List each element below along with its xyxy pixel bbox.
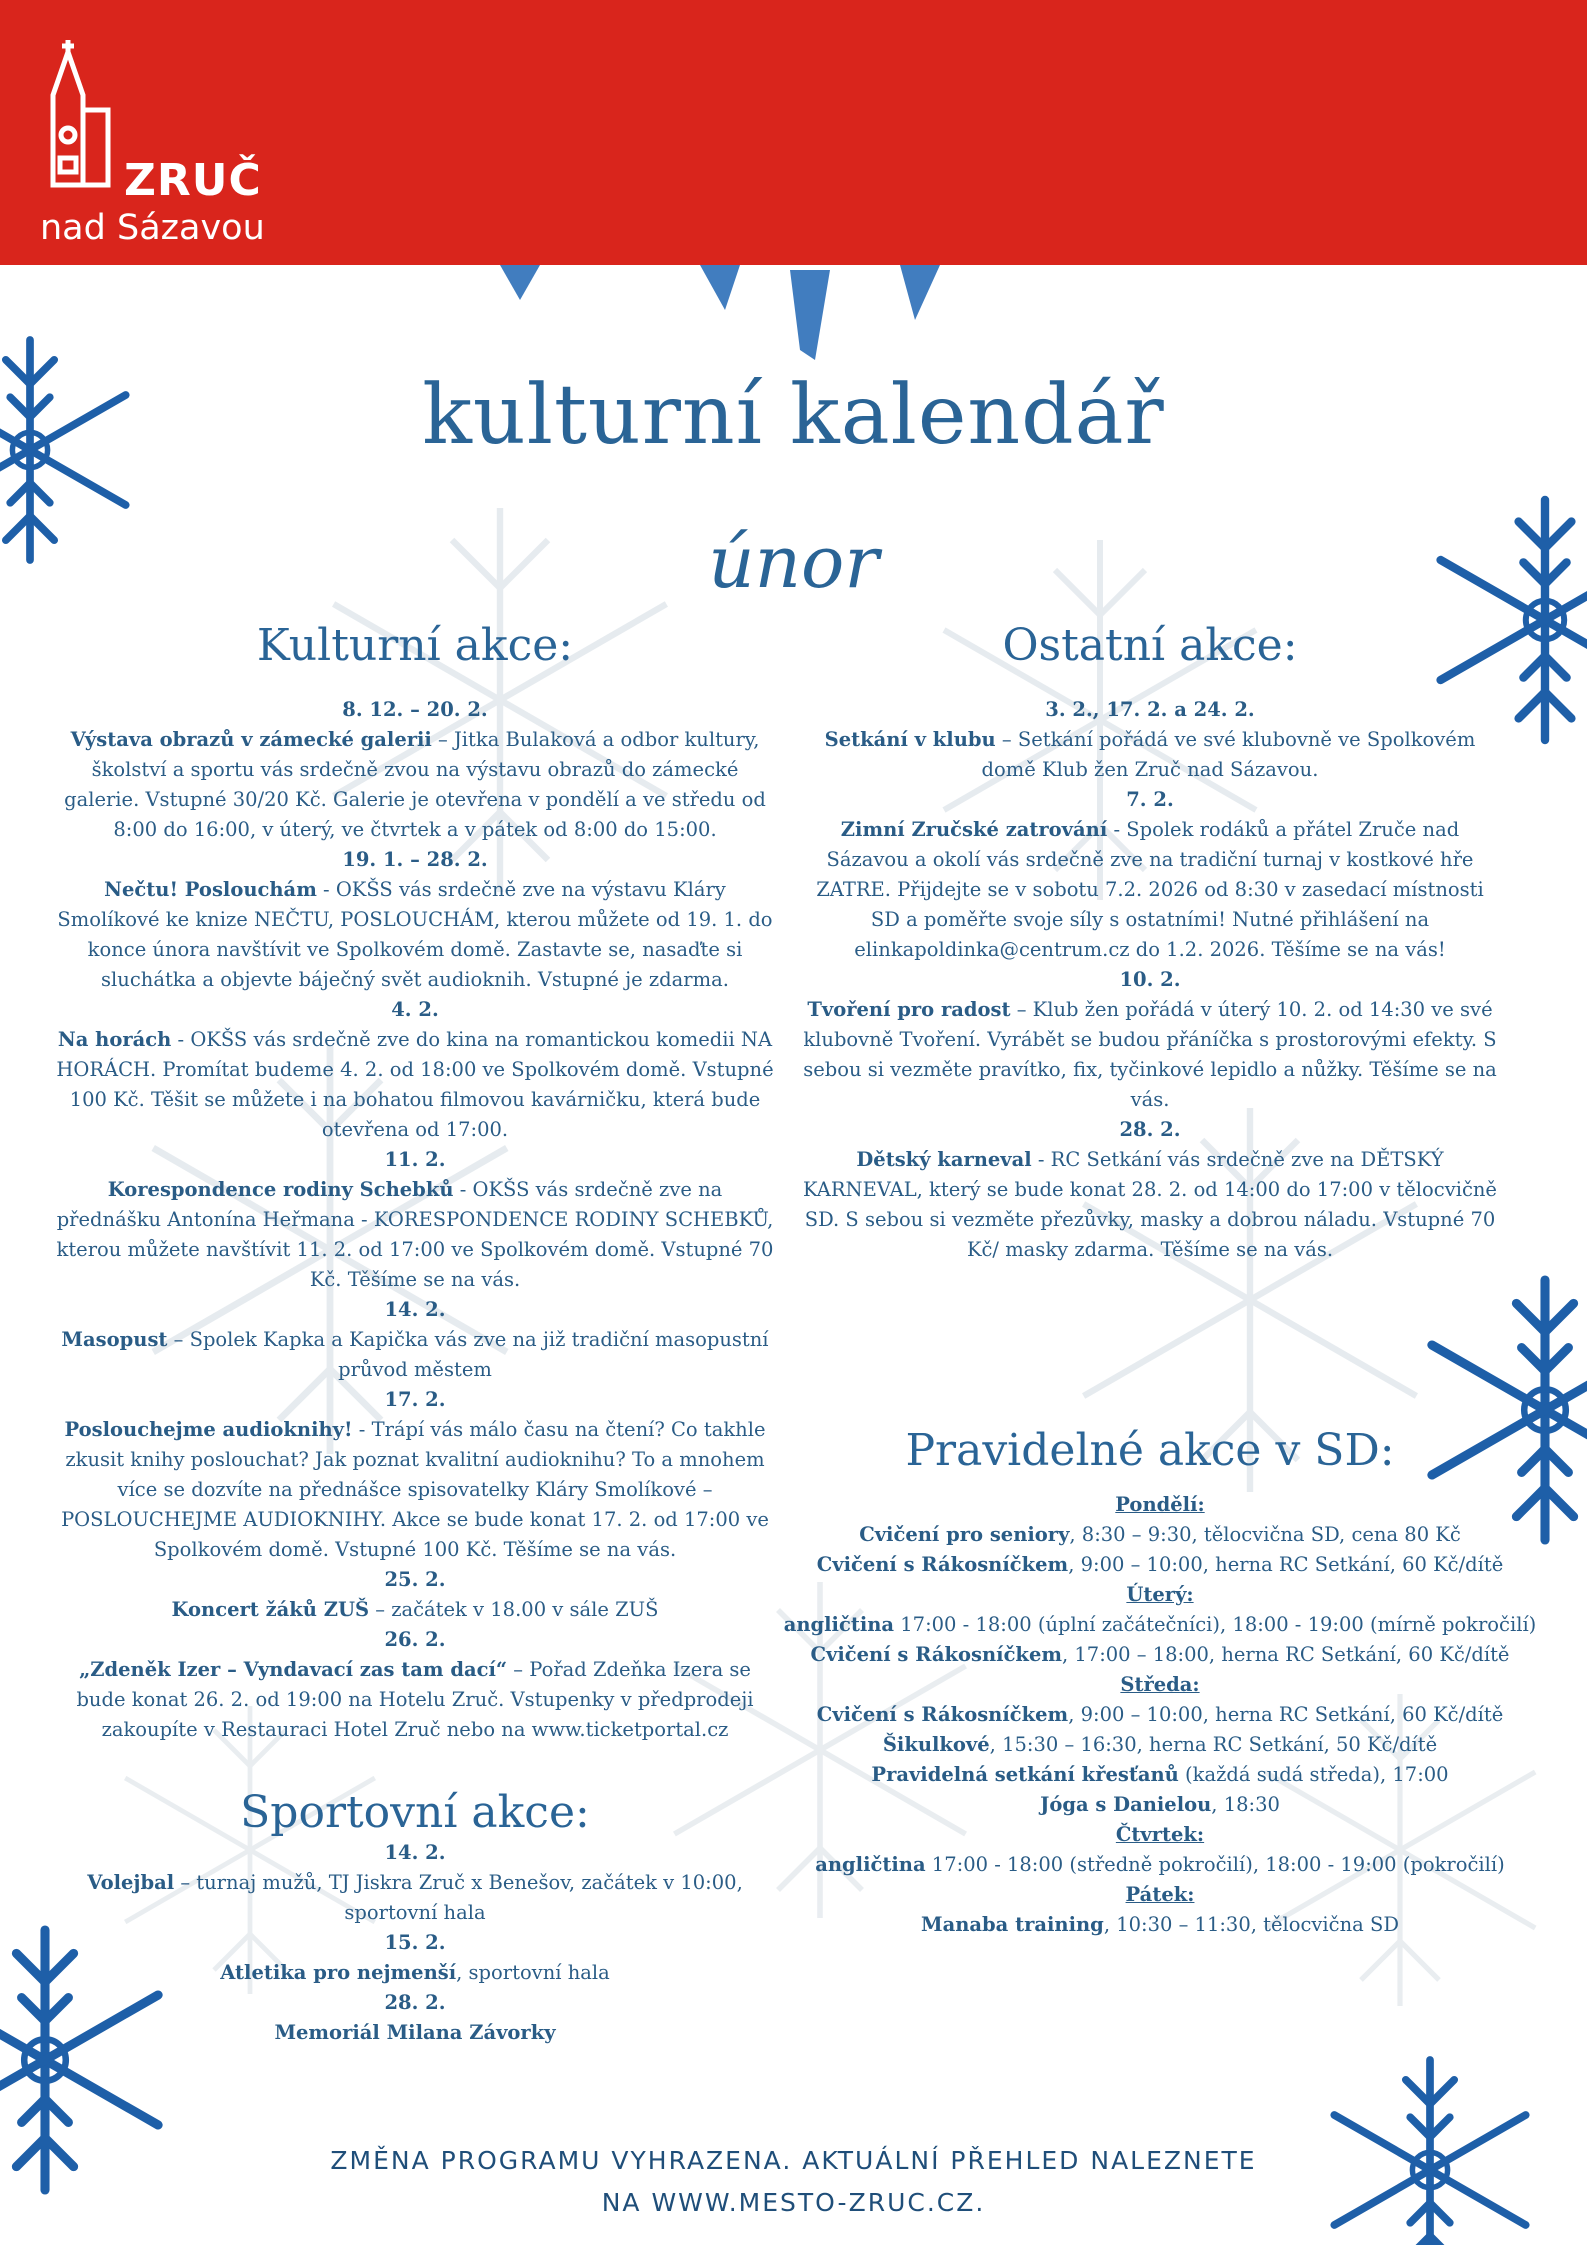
event-text: - OKŠS vás srdečně zve na výstavu Kláry Smolíkové ke knize NEČTU, POSLOUCHÁM, kterou můžete od 19. 1. do konce února navštívit ve Spolkovém domě. Zastavte se, nasaďte si sluchátka a objevte báječný svět audioknih. Vstupné je zdarma. bbox=[57, 878, 773, 991]
event-description bbox=[800, 1145, 1500, 1265]
event-description bbox=[55, 1025, 775, 1145]
event-description bbox=[55, 1325, 775, 1385]
event-text: – Jitka Bulaková a odbor kultury, školství a sportu vás srdečně zvou na výstavu obrazů do zámecké galerie. Vstupné 30/20 Kč. Galerie je otevřena v pondělí a ve středu od 8:00 do 16:00, v úterý, ve čtvrtek a v pátek od 8:00 do 15:00. bbox=[64, 728, 766, 841]
activity-name: Cvičení pro seniory bbox=[859, 1523, 1070, 1546]
event-date: 10. 2. bbox=[1119, 968, 1181, 991]
regular-activity bbox=[770, 1760, 1550, 1790]
event-description bbox=[55, 725, 775, 845]
event-date: 3. 2., 17. 2. a 24. 2. bbox=[1045, 698, 1255, 721]
kulturni-heading: Kulturní akce: bbox=[256, 620, 574, 671]
event-name: Zimní Zručské zatrování bbox=[840, 818, 1108, 841]
event-name: Korespondence rodiny Schebků bbox=[107, 1178, 454, 1201]
event-name: Setkání v klubu bbox=[824, 728, 996, 751]
activity-details: , 18:30 bbox=[1211, 1793, 1280, 1816]
logo-town-name: ZRUČ bbox=[124, 155, 262, 206]
event-text: , sportovní hala bbox=[456, 1961, 610, 1984]
regular-activity bbox=[770, 1550, 1550, 1580]
event-text: - Spolek rodáků a přátel Zruče nad Sázavou a okolí vás srdečně zve na tradiční turnaj v kostkové hře ZATRE. Přijdejte se v sobotu 7.2. 2026 od 8:30 v zasedací místnosti SD a poměřte svoje síly s ostatními! Nutné přihlášení na elinkapoldinka@centrum.cz do 1.2. 2026. Těšíme se na vás! bbox=[816, 818, 1484, 961]
footer-line-2: NA WWW.MESTO-ZRUC.CZ. bbox=[601, 2188, 986, 2217]
event-date: 11. 2. bbox=[384, 1148, 446, 1171]
activity-name: Manaba training bbox=[921, 1913, 1104, 1936]
event-name: „Zdeněk Izer – Vyndavací zas tam dací“ bbox=[79, 1658, 508, 1681]
activity-details: 17:00 - 18:00 (úplní začátečníci), 18:00 - 19:00 (mírně pokročilí) bbox=[894, 1613, 1537, 1636]
sportovni-list bbox=[55, 1838, 775, 2048]
event-description bbox=[55, 1868, 775, 1928]
regular-activity bbox=[770, 1910, 1550, 1940]
event-name: Na horách bbox=[57, 1028, 172, 1051]
activity-details: (každá sudá středa), 17:00 bbox=[1178, 1763, 1449, 1786]
activity-details: , 9:00 – 10:00, herna RC Setkání, 60 Kč/dítě bbox=[1068, 1553, 1504, 1576]
event-date: 14. 2. bbox=[384, 1841, 446, 1864]
event-name: Tvoření pro radost bbox=[807, 998, 1011, 1021]
event-description bbox=[55, 1655, 775, 1745]
event-name: Memoriál Milana Závorky bbox=[274, 2021, 556, 2044]
header-banner bbox=[0, 0, 1587, 265]
event-text: – turnaj mužů, TJ Jiskra Zruč x Benešov, začátek v 10:00, sportovní hala bbox=[174, 1871, 743, 1924]
town-logo[interactable] bbox=[38, 40, 278, 250]
event-description bbox=[800, 995, 1500, 1115]
regular-activity bbox=[770, 1790, 1550, 1820]
pravidelne-list bbox=[770, 1490, 1550, 1940]
event-date: 19. 1. – 28. 2. bbox=[342, 848, 488, 871]
activity-details: , 8:30 – 9:30, tělocvična SD, cena 80 Kč bbox=[1069, 1523, 1461, 1546]
activity-name: Cvičení s Rákosníčkem bbox=[810, 1643, 1062, 1666]
event-name: Výstava obrazů v zámecké galerii bbox=[70, 728, 432, 751]
event-description bbox=[800, 725, 1500, 785]
event-name: Volejbal bbox=[87, 1871, 175, 1894]
weekday-label: Pátek: bbox=[1125, 1883, 1195, 1906]
weekday-label: Úterý: bbox=[1126, 1583, 1194, 1606]
church-tower-icon bbox=[38, 40, 118, 190]
event-text: - RC Setkání vás srdečně zve na DĚTSKÝ KARNEVAL, který se bude konat 28. 2. od 14:00 do 17:00 v tělocvičně SD. S sebou si vezměte přezůvky, masky a dobrou náladu. Vstupné 70 Kč/ masky zdarma. Těšíme se na vás. bbox=[803, 1148, 1497, 1261]
kulturni-list bbox=[55, 695, 775, 1745]
event-name: Koncert žáků ZUŠ bbox=[171, 1598, 370, 1621]
activity-details: , 17:00 – 18:00, herna RC Setkání, 60 Kč/dítě bbox=[1062, 1643, 1510, 1666]
event-name: Masopust bbox=[61, 1328, 168, 1351]
event-description bbox=[55, 1958, 775, 1988]
event-name: Atletika pro nejmenší bbox=[220, 1961, 457, 1984]
footer-note bbox=[0, 2140, 1587, 2224]
footer-line-1: ZMĚNA PROGRAMU VYHRAZENA. AKTUÁLNÍ PŘEHLED NALEZNETE bbox=[330, 2146, 1257, 2175]
event-name: Dětský karneval bbox=[856, 1148, 1032, 1171]
event-date: 17. 2. bbox=[384, 1388, 446, 1411]
event-date: 25. 2. bbox=[384, 1568, 446, 1591]
month-title: únor bbox=[708, 520, 879, 604]
event-text: – Pořad Zdeňka Izera se bude konat 26. 2. od 19:00 na Hotelu Zruč. Vstupenky v předprodeji zakoupíte v Restauraci Hotel Zruč nebo na www.ticketportal.cz bbox=[76, 1658, 754, 1741]
event-name: Poslouchejme audioknihy! bbox=[64, 1418, 353, 1441]
event-text: – Klub žen pořádá v úterý 10. 2. od 14:30 ve své klubovně Tvoření. Vyrábět se budou přáníčka s prostorovými efekty. S sebou si vezměte pravítko, fix, tyčinkové lepidlo a nůžky. Těšíme se na vás. bbox=[803, 998, 1497, 1111]
event-date: 15. 2. bbox=[384, 1931, 446, 1954]
regular-activity bbox=[770, 1850, 1550, 1880]
weekday-label: Čtvrtek: bbox=[1115, 1823, 1205, 1846]
activity-details: , 9:00 – 10:00, herna RC Setkání, 60 Kč/dítě bbox=[1068, 1703, 1504, 1726]
event-description bbox=[55, 1415, 775, 1565]
regular-activity bbox=[770, 1640, 1550, 1670]
event-description bbox=[55, 2018, 775, 2048]
activity-name: angličtina bbox=[815, 1853, 926, 1876]
activity-name: Šikulkové bbox=[882, 1733, 990, 1756]
activity-name: Jóga s Danielou bbox=[1040, 1793, 1212, 1816]
event-text: – Spolek Kapka a Kapička vás zve na již tradiční masopustní průvod městem bbox=[167, 1328, 769, 1381]
event-date: 8. 12. – 20. 2. bbox=[342, 698, 488, 721]
ostatni-list bbox=[800, 695, 1500, 1265]
event-date: 28. 2. bbox=[1119, 1118, 1181, 1141]
pravidelne-heading: Pravidelné akce v SD: bbox=[905, 1425, 1395, 1476]
event-text: - OKŠS vás srdečně zve do kina na romantickou komedii NA HORÁCH. Promítat budeme 4. 2. od 18:00 ve Spolkovém domě. Vstupné 100 Kč. Těšit se můžete i na bohatou filmovou kavárničku, která bude otevřena od 17:00. bbox=[56, 1028, 774, 1141]
event-date: 7. 2. bbox=[1126, 788, 1174, 811]
event-description bbox=[55, 1175, 775, 1295]
event-name: Nečtu! Poslouchám bbox=[104, 878, 317, 901]
regular-activity bbox=[770, 1520, 1550, 1550]
activity-name: angličtina bbox=[783, 1613, 895, 1636]
activity-details: 17:00 - 18:00 (středně pokročilí), 18:00 - 19:00 (pokročilí) bbox=[925, 1853, 1505, 1876]
activity-name: Pravidelná setkání křesťanů bbox=[871, 1763, 1179, 1786]
event-text: - Trápí vás málo času na čtení? Co takhle zkusit knihy poslouchat? Jak poznat kvalitní audioknihu? To a mnohem více se dozvíte na přednášce spisovatelky Kláry Smolíkové – POSLOUCHEJME AUDIOKNIHY. Akce se bude konat 17. 2. od 17:00 ve Spolkovém domě. Vstupné 100 Kč. Těšíme se na vás. bbox=[61, 1418, 769, 1561]
weekday-label: Pondělí: bbox=[1115, 1493, 1205, 1516]
activity-details: , 15:30 – 16:30, herna RC Setkání, 50 Kč/dítě bbox=[989, 1733, 1438, 1756]
sportovni-heading: Sportovní akce: bbox=[240, 1787, 590, 1838]
ostatni-heading: Ostatní akce: bbox=[1002, 620, 1298, 671]
activity-name: Cvičení s Rákosníčkem bbox=[816, 1553, 1069, 1576]
regular-activity bbox=[770, 1700, 1550, 1730]
event-date: 14. 2. bbox=[384, 1298, 446, 1321]
activity-name: Cvičení s Rákosníčkem bbox=[816, 1703, 1069, 1726]
event-date: 4. 2. bbox=[391, 998, 439, 1021]
regular-activity bbox=[770, 1730, 1550, 1760]
event-date: 26. 2. bbox=[384, 1628, 446, 1651]
page-title: kulturní kalendář bbox=[422, 368, 1165, 463]
activity-details: , 10:30 – 11:30, tělocvična SD bbox=[1103, 1913, 1399, 1936]
weekday-label: Středa: bbox=[1120, 1673, 1200, 1696]
event-text: – Setkání pořádá ve své klubovně ve Spolkovém domě Klub žen Zruč nad Sázavou. bbox=[981, 728, 1476, 781]
logo-town-subname: nad Sázavou bbox=[40, 208, 265, 248]
event-description bbox=[800, 815, 1500, 965]
event-description bbox=[55, 875, 775, 995]
event-text: - OKŠS vás srdečně zve na přednášku Antonína Heřmana - KORESPONDENCE RODINY SCHEBKŮ, kterou můžete navštívit 11. 2. od 17:00 ve Spolkovém domě. Vstupné 70 Kč. Těšíme se na vás. bbox=[56, 1178, 774, 1291]
regular-activity bbox=[770, 1610, 1550, 1640]
event-description bbox=[55, 1595, 775, 1625]
event-date: 28. 2. bbox=[384, 1991, 446, 2014]
event-text: – začátek v 18.00 v sále ZUŠ bbox=[369, 1598, 659, 1621]
